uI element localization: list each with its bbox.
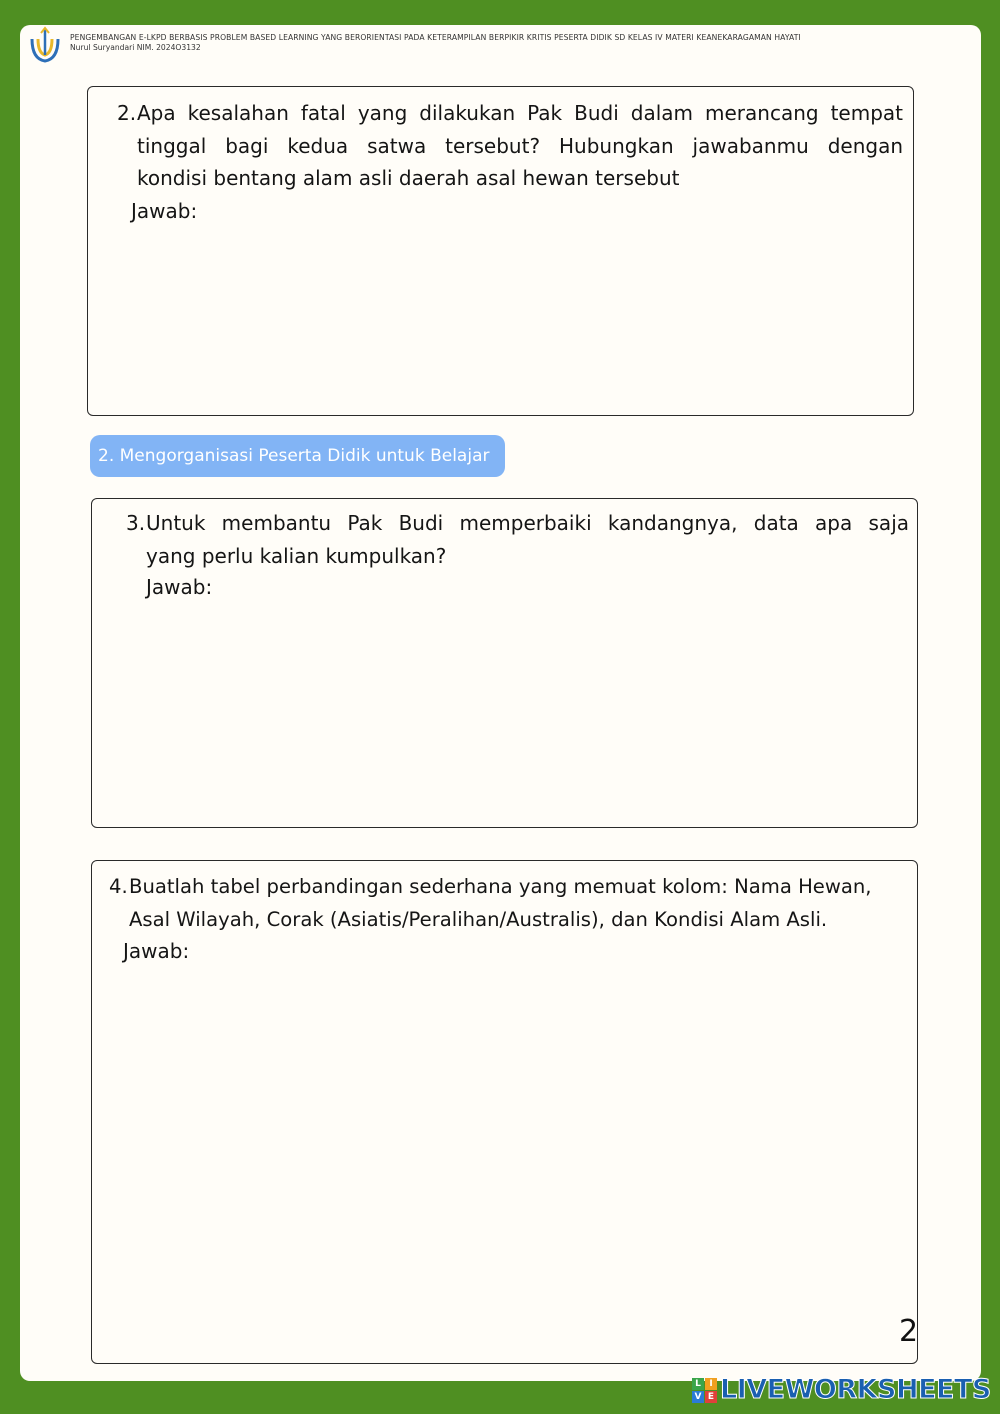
liveworksheets-blocks-icon [692, 1378, 718, 1404]
question-4-text [109, 871, 917, 936]
lw-block-i: I [705, 1378, 717, 1390]
university-logo-icon [28, 25, 62, 67]
question-3-text [126, 507, 909, 572]
question-3-number: 3. [126, 511, 146, 535]
header-author: Nurul Suryandari NIM. 2024O3132 [70, 43, 201, 52]
question-2-text [117, 97, 903, 195]
question-3-answer-label: Jawab: [146, 575, 213, 599]
question-3-line-2: yang perlu kalian kumpulkan? [146, 543, 447, 568]
question-4-answer-area[interactable] [110, 970, 905, 1350]
worksheet-page [20, 25, 981, 1381]
lw-block-e: E [705, 1391, 717, 1403]
question-3-answer-area[interactable] [124, 607, 904, 817]
question-2-line-3: kondisi bentang alam asli daerah asal hewan tersebut [137, 166, 680, 190]
question-2-answer-label: Jawab: [131, 199, 198, 223]
question-2-number: 2. [117, 101, 137, 125]
question-2-answer-area[interactable] [120, 230, 900, 405]
question-4-line-2: Asal Wilayah, Corak (Asiatis/Peralihan/Australis), dan Kondisi Alam Asli. [129, 907, 828, 931]
question-3-line-1: Untuk membantu Pak Budi memperbaiki kandangnya, data apa saja [146, 511, 909, 535]
section-heading: 2. Mengorganisasi Peserta Didik untuk Belajar [90, 435, 505, 477]
liveworksheets-wordmark: LIVEWORKSHEETS [720, 1374, 991, 1405]
question-2-line-2: tinggal bagi kedua satwa tersebut? Hubungkan jawabanmu dengan [137, 133, 903, 158]
lw-block-v: V [692, 1391, 704, 1403]
header-title: PENGEMBANGAN E-LKPD BERBASIS PROBLEM BASED LEARNING YANG BERORIENTASI PADA KETERAMPILAN BERPIKIR KRITIS PESERTA DIDIK SD KELAS IV MATERI KEANEKARAGAMAN HAYATI [70, 33, 801, 42]
question-4-number: 4. [109, 875, 128, 898]
question-4-line-1: Buatlah tabel perbandingan sederhana yang memuat kolom: Nama Hewan, [129, 875, 872, 898]
lw-block-l: L [692, 1378, 704, 1390]
page-number: 2 [899, 1314, 919, 1349]
question-2-line-1: Apa kesalahan fatal yang dilakukan Pak Budi dalam merancang tempat [137, 101, 903, 125]
question-4-answer-label: Jawab: [123, 939, 190, 963]
